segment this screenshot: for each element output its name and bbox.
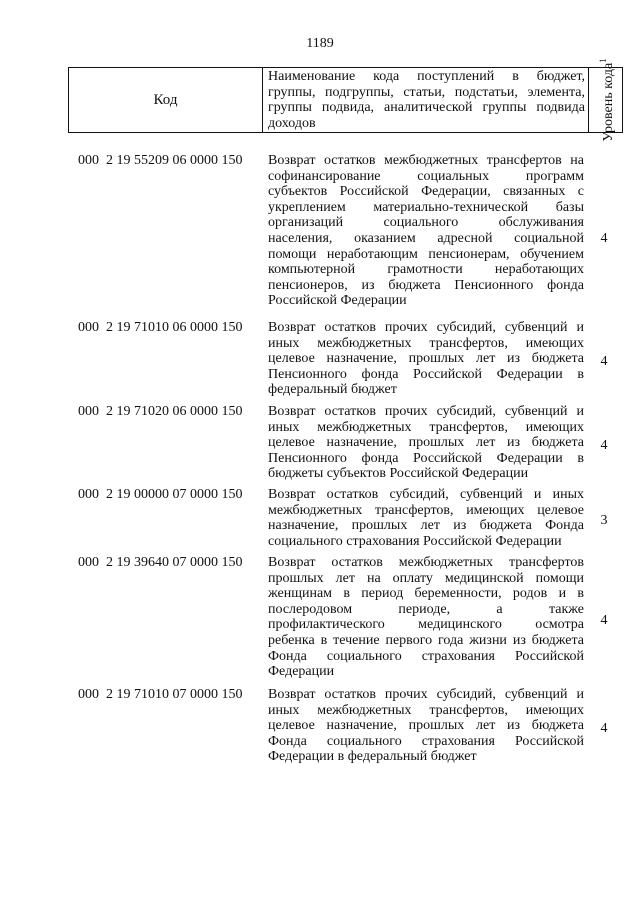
header-level-cell xyxy=(589,58,623,142)
desc-line: Возврат остатков прочих субсидий, субвенций и xyxy=(268,320,584,335)
desc-line: целевое назначение, прошлых лет из бюджета xyxy=(268,351,584,367)
desc-line: целевое назначение, прошлых лет из бюджета xyxy=(268,718,584,734)
desc-line: субъектов Российской Федерации, связанных с xyxy=(268,184,584,200)
header-name-line: группы подвида, аналитической группы подвида xyxy=(268,100,585,116)
desc-line: укреплением материально-технической базы xyxy=(268,199,584,215)
desc-line: федеральный бюджет xyxy=(268,382,397,398)
desc-line: социального страхования Российской Федерации xyxy=(268,533,562,549)
footnote-marker: 1 xyxy=(598,58,609,63)
desc-line: женщинам в период беременности, родов и в xyxy=(268,586,584,602)
desc-line: Возврат остатков межбюджетных трансфертов на xyxy=(268,153,584,168)
desc-line: организаций социального обслуживания xyxy=(268,215,584,231)
desc-line: Фонда социального страхования Российской xyxy=(268,648,584,664)
page-number: 1189 xyxy=(306,36,334,51)
header-name-line: доходов xyxy=(268,115,316,131)
desc-line: Российской Федерации xyxy=(268,293,407,309)
desc-line: целевое назначение, прошлых лет из бюджета xyxy=(268,435,584,451)
table-header xyxy=(68,58,623,142)
row-level: 4 xyxy=(600,354,608,369)
row-code: 000 2 19 71010 07 0000 150 xyxy=(78,687,243,702)
row-description xyxy=(268,153,584,309)
row-code: 000 2 19 71020 06 0000 150 xyxy=(78,404,243,419)
row-level: 4 xyxy=(600,231,608,246)
header-name-line: Наименование кода поступлений в бюджет, xyxy=(268,69,585,84)
header-name-cell xyxy=(263,68,589,132)
desc-line: послеродовом периоде, а также xyxy=(268,601,584,617)
row-code: 000 2 19 00000 07 0000 150 xyxy=(78,487,243,502)
header-code-label: Код xyxy=(153,91,178,108)
row-level: 4 xyxy=(600,721,608,736)
desc-line: прошлых лет на оплату медицинской помощи xyxy=(268,570,584,586)
row-code: 000 2 19 39640 07 0000 150 xyxy=(78,555,243,570)
desc-line: помощи неработающим пенсионерам, обучением xyxy=(268,246,584,262)
desc-line: Пенсионного фонда Российской Федерации в xyxy=(268,366,584,382)
header-name-line: группы, подгруппы, статьи, подстатьи, элемента, xyxy=(268,84,585,100)
desc-line: иных межбюджетных трансфертов, имеющих xyxy=(268,702,584,718)
desc-line: Возврат остатков прочих субсидий, субвенций и xyxy=(268,687,584,702)
desc-line: профилактического медицинского осмотра xyxy=(268,617,584,633)
row-level: 3 xyxy=(600,513,608,528)
row-code: 000 2 19 71010 06 0000 150 xyxy=(78,320,243,335)
desc-line: иных межбюджетных трансфертов, имеющих xyxy=(268,419,584,435)
desc-line: Возврат остатков межбюджетных трансфертов xyxy=(268,555,584,570)
desc-line: Возврат остатков прочих субсидий, субвенций и xyxy=(268,404,584,419)
desc-line: населения, оказанием адресной социальной xyxy=(268,230,584,246)
desc-line: назначение, прошлых лет из бюджета Фонда xyxy=(268,518,584,534)
row-description xyxy=(268,555,584,680)
row-level: 4 xyxy=(600,438,608,453)
desc-line: Федерации в федеральный бюджет xyxy=(268,749,477,765)
desc-line: Пенсионного фонда Российской Федерации в xyxy=(268,450,584,466)
row-description xyxy=(268,487,584,549)
desc-line: Фонда социального страхования Российской xyxy=(268,733,584,749)
row-code: 000 2 19 55209 06 0000 150 xyxy=(78,153,243,168)
desc-line: межбюджетных трансфертов, имеющих целевое xyxy=(268,502,584,518)
desc-line: бюджеты субъектов Российской Федерации xyxy=(268,466,529,482)
row-description xyxy=(268,404,584,482)
desc-line: ребенка в течение первого года жизни из бюджета xyxy=(268,632,584,648)
header-code-cell xyxy=(69,68,263,132)
row-description xyxy=(268,687,584,765)
desc-line: компьютерной грамотности неработающих xyxy=(268,262,584,278)
header-level-label xyxy=(596,58,616,141)
header-level-text: Уровень кода xyxy=(600,62,616,142)
desc-line: пенсионеров, из бюджета Пенсионного фонда xyxy=(268,277,584,293)
row-description xyxy=(268,320,584,398)
desc-line: иных межбюджетных трансфертов, имеющих xyxy=(268,335,584,351)
desc-line: софинансирование социальных программ xyxy=(268,168,584,184)
row-level: 4 xyxy=(600,613,608,628)
desc-line: Возврат остатков субсидий, субвенций и иных xyxy=(268,487,584,502)
desc-line: Федерации xyxy=(268,664,335,680)
